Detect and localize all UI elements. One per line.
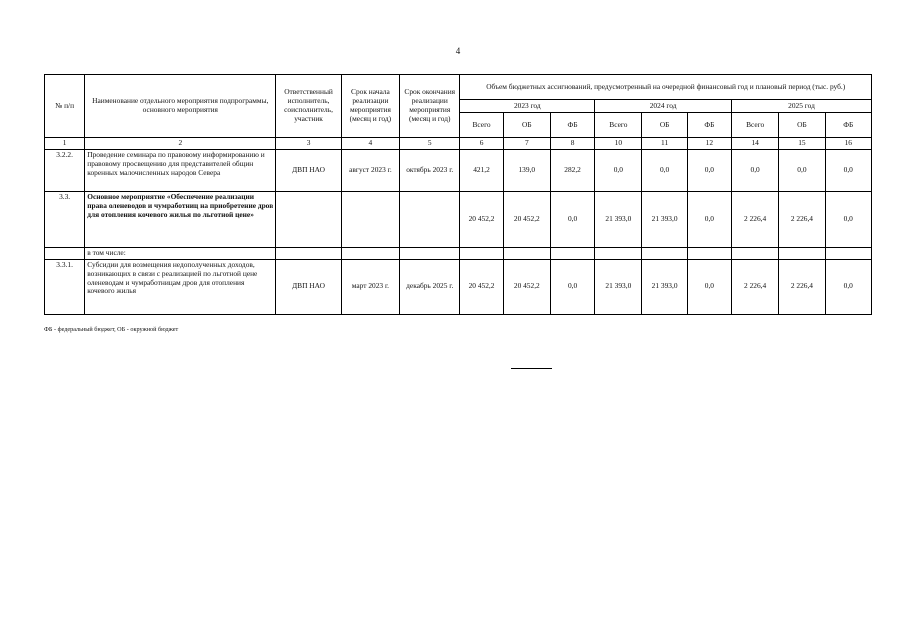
row-value: 2 226,4 [732,259,779,314]
row-value: 0,0 [550,259,594,314]
header-sub: ФБ [550,113,594,138]
column-number: 16 [825,138,871,150]
header-year: 2023 год [460,100,595,113]
row-number [45,247,85,259]
row-value: 0,0 [825,259,871,314]
row-value: 20 452,2 [503,259,550,314]
row-value: 21 393,0 [642,259,687,314]
column-number: 6 [460,138,503,150]
page-number: 4 [455,46,461,56]
row-value: 421,2 [460,149,503,191]
row-end [400,191,460,247]
column-number: 7 [503,138,550,150]
row-end: октябрь 2023 г. [400,149,460,191]
header-name: Наименование отдельного мероприятия подпрограммы, основного мероприятия [85,75,276,138]
row-value: 0,0 [825,191,871,247]
row-value: 282,2 [550,149,594,191]
row-name: Основное мероприятие «Обеспечение реализации права оленеводов и чумработниц на приобретение дров для отопления кочевого жилья по льготной цене» [85,191,276,247]
header-sub: ОБ [779,113,825,138]
row-name: Субсидии для возмещения недополученных доходов, возникающих в связи с реализацией по льготной цене оленеводам и чумработницам дров для отопления кочевого жилья [85,259,276,314]
row-start: август 2023 г. [341,149,399,191]
row-value: 0,0 [595,149,642,191]
column-number: 8 [550,138,594,150]
column-number: 3 [276,138,341,150]
row-end: декабрь 2025 г. [400,259,460,314]
row-value: 0,0 [687,149,731,191]
header-sub: Всего [595,113,642,138]
row-value: 139,0 [503,149,550,191]
footnote: ФБ - федеральный бюджет, ОБ - окружной бюджет [44,326,179,333]
row-value: 20 452,2 [503,191,550,247]
row-value: 2 226,4 [779,191,825,247]
table-row [45,191,872,247]
row-start: март 2023 г. [341,259,399,314]
column-number: 14 [732,138,779,150]
column-number: 5 [400,138,460,150]
row-value: 2 226,4 [732,191,779,247]
row-value: 2 226,4 [779,259,825,314]
row-value: 0,0 [642,149,687,191]
header-executor: Ответственный исполнитель, соисполнитель, участник [276,75,341,138]
row-number: 3.2.2. [45,149,85,191]
table-row [45,247,872,259]
header-end: Срок окончания реализации мероприятия (месяц и год) [400,75,460,138]
header-start: Срок начала реализации мероприятия (месяц и год) [341,75,399,138]
row-executor: ДВП НАО [276,149,341,191]
column-number: 10 [595,138,642,150]
header-sub: Всего [460,113,503,138]
row-value: 21 393,0 [642,191,687,247]
row-value: 0,0 [779,149,825,191]
row-value: 0,0 [825,149,871,191]
column-number: 11 [642,138,687,150]
row-name: в том числе: [85,247,276,259]
row-start [341,191,399,247]
row-value: 0,0 [732,149,779,191]
row-number: 3.3. [45,191,85,247]
end-divider [511,368,552,369]
header-sub: ОБ [503,113,550,138]
header-row [45,75,872,100]
header-year: 2025 год [732,100,872,113]
header-sub: Всего [732,113,779,138]
row-value: 0,0 [550,191,594,247]
row-executor: ДВП НАО [276,259,341,314]
row-name: Проведение семинара по правовому информированию и правовому просвещению для представителей общин коренных малочисленных народов Севера [85,149,276,191]
header-budget: Объем бюджетных ассигнований, предусмотренный на очередной финансовый год и плановый период (тыс. руб.) [460,75,872,100]
column-number: 1 [45,138,85,150]
table-row [45,149,872,191]
row-value: 20 452,2 [460,191,503,247]
row-number: 3.3.1. [45,259,85,314]
header-sub: ФБ [687,113,731,138]
column-number-row [45,138,872,150]
row-value: 21 393,0 [595,191,642,247]
row-executor [276,191,341,247]
header-sub: ОБ [642,113,687,138]
column-number: 15 [779,138,825,150]
row-value: 21 393,0 [595,259,642,314]
column-number: 2 [85,138,276,150]
row-value: 0,0 [687,191,731,247]
column-number: 4 [341,138,399,150]
row-value: 20 452,2 [460,259,503,314]
column-number: 12 [687,138,731,150]
table-row [45,259,872,314]
row-value: 0,0 [687,259,731,314]
budget-table [44,74,872,315]
header-sub: ФБ [825,113,871,138]
header-year: 2024 год [595,100,732,113]
header-num: № п/п [45,75,85,138]
